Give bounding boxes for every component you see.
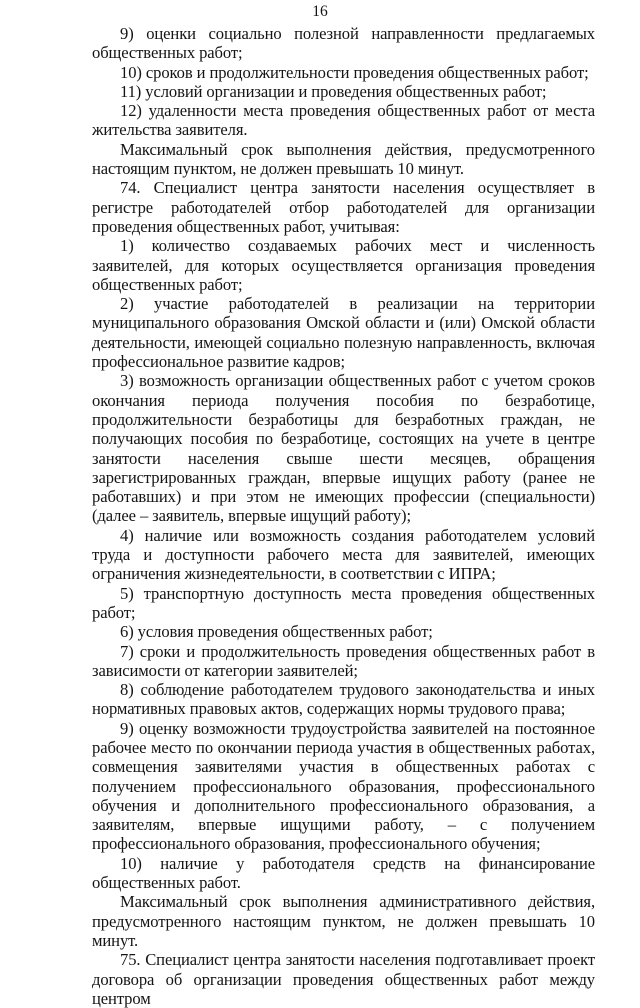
paragraph-74-item-2: 2) участие работодателей в реализации на территории муниципального образования Омской области и (или) Омской области деятельности, имеющей социально полезную направленность, включая профессиональное развитие кадров;: [92, 294, 595, 372]
paragraph-max-time-2: Максимальный срок выполнения административного действия, предусмотренного настоящим пунктом, не должен превышать 10 минут.: [92, 892, 595, 950]
paragraph-74-item-9: 9) оценку возможности трудоустройства заявителей на постоянное рабочее место по окончании периода участия в общественных работах, совмещения заявителями участия в общественных работах с получением профессионального образования, профессионального обучения и дополнительного профессионального образования, а заявителям, впервые ищущими работу, – с получением профессионального образования, профессионального обучения;: [92, 718, 595, 854]
paragraph-74-item-8: 8) соблюдение работодателем трудового законодательства и иных нормативных правовых актов, содержащих нормы трудового права;: [92, 680, 595, 719]
paragraph-74-item-5: 5) транспортную доступность места проведения общественных работ;: [92, 583, 595, 622]
paragraph-74-item-6: 6) условия проведения общественных работ;: [120, 622, 433, 642]
document-body: [92, 24, 595, 1008]
paragraph-max-time-1: Максимальный срок выполнения действия, предусмотренного настоящим пунктом, не должен превышать 10 минут.: [92, 139, 595, 179]
page-number: 16: [312, 3, 328, 20]
paragraph-74-item-10: 10) наличие у работодателя средств на финансирование общественных работ.: [92, 853, 595, 893]
paragraph-74-item-4: 4) наличие или возможность создания работодателем условий труда и доступности рабочего места для заявителей, имеющих ограничения жизнедеятельности, в соответствии с ИПРА;: [92, 525, 595, 584]
paragraph-74-item-7: 7) сроки и продолжительность проведения общественных работ в зависимости от категории заявителей;: [92, 641, 595, 680]
paragraph-74-item-3: 3) возможность организации общественных работ с учетом сроков окончания периода получения пособия по безработице, продолжительности безработицы для безработных граждан, не получающих пособия по безработице, состоящих на учете в центре занятости населения свыше шести месяцев, обращения зарегистрированных граждан, впервые ищущих работу (ранее не работавших) и при этом не имеющих профессии (специальности) (далее – заявитель, впервые ищущий работу);: [92, 371, 595, 526]
paragraph-item-10-terms: 10) сроков и продолжительности проведения общественных работ;: [120, 62, 589, 82]
paragraph-item-9-evaluation: 9) оценки социально полезной направленности предлагаемых общественных работ;: [92, 24, 595, 63]
paragraph-74-item-1: 1) количество создаваемых рабочих мест и численность заявителей, для которых осуществляется организация проведения общественных работ;: [92, 236, 595, 294]
paragraph-item-12-remoteness: 12) удаленности места проведения общественных работ от места жительства заявителя.: [92, 101, 595, 140]
paragraph-clause-74: 74. Специалист центра занятости населения осуществляет в регистре работодателей отбор работодателей для организации проведения общественных работ, учитывая:: [92, 178, 595, 236]
paragraph-clause-75: 75. Специалист центра занятости населения подготавливает проект договора об организации проведения общественных работ между центром: [92, 950, 595, 1008]
paragraph-item-11-conditions: 11) условий организации и проведения общественных работ;: [120, 81, 547, 101]
